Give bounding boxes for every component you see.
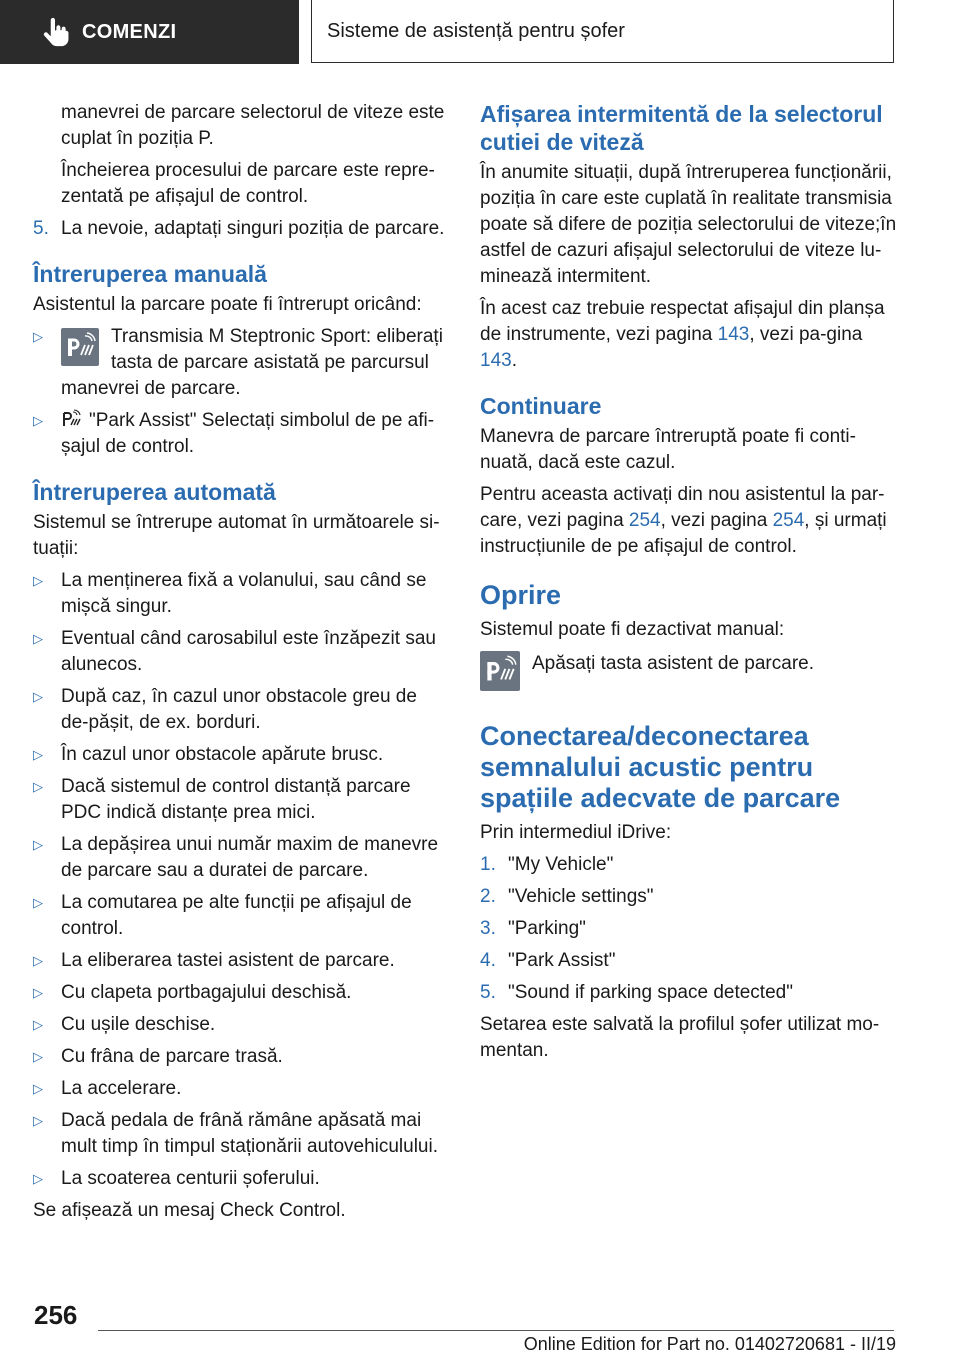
- park-assist-button-icon: [61, 328, 99, 366]
- list-item-text: Cu frâna de parcare trasă.: [61, 1046, 283, 1067]
- heading-sound-signal: Conectarea/deconectarea semnalului acustic pentru spațiile adecvate de parcare: [480, 721, 841, 813]
- list-item: [33, 684, 448, 736]
- paragraph: Prin intermediul iDrive:: [480, 822, 672, 843]
- list-item: [33, 324, 448, 402]
- numbered-step: [480, 852, 898, 878]
- page-link-254[interactable]: 254: [772, 510, 805, 531]
- chapter-tab[interactable]: [0, 0, 299, 64]
- triangle-bullet-icon: ▷: [33, 953, 43, 968]
- chapter-tab-label: COMENZI: [82, 20, 177, 43]
- list-item-text: La eliberarea tastei asistent de parcare.: [61, 950, 395, 971]
- list-item-text: La scoaterea centurii șoferului.: [61, 1168, 320, 1189]
- paragraph: Manevra de parcare întreruptă poate fi conti-nuată, dacă este cazul.: [480, 426, 856, 473]
- list-item-text: La menținerea fixă a volanului, sau când se mișcă singur.: [61, 570, 427, 617]
- triangle-bullet-icon: ▷: [33, 689, 43, 704]
- page-link-143[interactable]: 143: [480, 350, 512, 371]
- list-item-text: Cu clapeta portbagajului deschisă.: [61, 982, 352, 1003]
- list-item: [33, 1044, 448, 1070]
- text-run: .: [511, 350, 517, 371]
- paragraph: [480, 482, 898, 560]
- triangle-bullet-icon: ▷: [33, 631, 43, 646]
- step-text: "Sound if parking space detected": [508, 982, 793, 1003]
- step-number: 3.: [480, 918, 496, 939]
- list-item: [33, 408, 448, 460]
- page-number: 256: [34, 1300, 78, 1330]
- text-run: Pentru aceasta activați din nou asistentul la par-care, vezi pagina: [480, 484, 885, 531]
- step-text: La nevoie, adaptați singuri poziția de parcare.: [61, 218, 445, 239]
- right-column: [480, 100, 898, 1070]
- park-assist-button-icon: [480, 651, 520, 691]
- paragraph: Se afișează un mesaj Check Control.: [33, 1200, 346, 1221]
- triangle-bullet-icon: ▷: [33, 1049, 43, 1064]
- idrive-steps-list: [480, 852, 898, 1006]
- triangle-bullet-icon: ▷: [33, 1081, 43, 1096]
- list-item: [33, 948, 448, 974]
- list-item: [33, 1166, 448, 1192]
- paragraph: Încheierea procesului de parcare este repre-zentată pe afișajul de control.: [61, 160, 435, 207]
- footer-divider: [98, 1330, 894, 1331]
- list-item-text: Dacă pedala de frână rămâne apăsată mai mult timp în timpul staționării autovehiculului.: [61, 1110, 439, 1157]
- step-text: "Park Assist": [508, 950, 616, 971]
- heading-manual-interruption: Întreruperea manuală: [33, 261, 267, 287]
- list-item-text: "Park Assist" Selectați simbolul de pe afi-șajul de control.: [61, 410, 435, 457]
- instruction-text: Apăsați tasta asistent de parcare.: [532, 653, 814, 674]
- step-number: 2.: [480, 886, 496, 907]
- list-item: [33, 1108, 448, 1160]
- step-number: 1.: [480, 854, 496, 875]
- triangle-bullet-icon: ▷: [33, 837, 43, 852]
- numbered-step: [480, 916, 898, 942]
- list-item: [33, 1076, 448, 1102]
- park-assist-symbol-icon: [61, 409, 83, 429]
- list-item: [33, 980, 448, 1006]
- numbered-step: [480, 884, 898, 910]
- numbered-step: [33, 216, 448, 242]
- heading-flashing-display: Afișarea intermitentă de la selectorul cutiei de viteză: [480, 101, 883, 155]
- list-item-text: La comutarea pe alte funcții pe afișajul de control.: [61, 892, 412, 939]
- list-item: [33, 1012, 448, 1038]
- triangle-bullet-icon: ▷: [33, 329, 43, 344]
- paragraph: Sistemul se întrerupe automat în următoarele si-tuații:: [33, 512, 440, 559]
- auto-interruption-list: [33, 568, 448, 1192]
- list-item: [33, 568, 448, 620]
- step-number: 5.: [33, 218, 49, 239]
- paragraph: Setarea este salvată la profilul șofer utilizat mo-mentan.: [480, 1014, 880, 1061]
- section-title: Sisteme de asistență pentru șofer: [311, 0, 894, 63]
- list-item-text: La accelerare.: [61, 1078, 182, 1099]
- step-number: 4.: [480, 950, 496, 971]
- text-run: , vezi pa-gina: [749, 324, 863, 345]
- triangle-bullet-icon: ▷: [33, 985, 43, 1000]
- list-item-text: După caz, în cazul unor obstacole greu de de-pășit, de ex. borduri.: [61, 686, 417, 733]
- hand-pointer-icon: [38, 15, 72, 49]
- step-text: "My Vehicle": [508, 854, 614, 875]
- text-run: , și urmați instrucțiunile de pe afișajul de control.: [480, 510, 887, 557]
- list-item-text: În cazul unor obstacole apărute brusc.: [61, 744, 384, 765]
- list-item: [33, 832, 448, 884]
- triangle-bullet-icon: ▷: [33, 895, 43, 910]
- triangle-bullet-icon: ▷: [33, 747, 43, 762]
- triangle-bullet-icon: ▷: [33, 413, 43, 428]
- triangle-bullet-icon: ▷: [33, 1017, 43, 1032]
- heading-stop: Oprire: [480, 580, 562, 610]
- heading-automatic-interruption: Întreruperea automată: [33, 479, 276, 505]
- paragraph: manevrei de parcare selectorul de viteze este cuplat în poziția P.: [61, 102, 445, 149]
- list-item: [33, 774, 448, 826]
- paragraph: În anumite situații, după întreruperea funcționării, poziția în care este cuplată în realitate transmisia poate să difere de poziția selectorului de viteze;în astfel de cazuri afișajul selectorului de viteze lu-minează intermitent.: [480, 162, 897, 287]
- paragraph: Asistentul la parcare poate fi întrerupt oricând:: [33, 294, 422, 315]
- triangle-bullet-icon: ▷: [33, 1113, 43, 1128]
- stop-instruction: [480, 651, 898, 695]
- list-item-text: La depășirea unui număr maxim de manevre de parcare sau a duratei de parcare.: [61, 834, 439, 881]
- list-item-text: Transmisia M Steptronic Sport: eliberați tasta de parcare asistată pe parcursul manevrei de parcare.: [61, 326, 443, 399]
- step-number: 5.: [480, 982, 496, 1003]
- triangle-bullet-icon: ▷: [33, 573, 43, 588]
- page-link-143[interactable]: 143: [717, 324, 750, 345]
- numbered-step: [480, 948, 898, 974]
- text-run: În acest caz trebuie respectat afișajul din planșa de instrumente, vezi pagina: [480, 298, 885, 345]
- step-text: "Parking": [508, 918, 586, 939]
- heading-continue: Continuare: [480, 393, 602, 419]
- triangle-bullet-icon: ▷: [33, 1171, 43, 1186]
- paragraph: [480, 296, 898, 374]
- page-header: [0, 0, 960, 66]
- numbered-step: [480, 980, 898, 1006]
- step-text: "Vehicle settings": [508, 886, 654, 907]
- list-item: [33, 890, 448, 942]
- list-item-text: Dacă sistemul de control distanță parcare PDC indică distanțe prea mici.: [61, 776, 411, 823]
- list-item: [33, 626, 448, 678]
- list-item-text: Cu ușile deschise.: [61, 1014, 216, 1035]
- triangle-bullet-icon: ▷: [33, 779, 43, 794]
- paragraph: Sistemul poate fi dezactivat manual:: [480, 619, 785, 640]
- list-item-text: Eventual când carosabilul este înzăpezit sau alunecos.: [61, 628, 436, 675]
- list-item: [33, 742, 448, 768]
- text-run: , vezi pagina: [660, 510, 773, 531]
- page-link-254[interactable]: 254: [628, 510, 661, 531]
- left-column: [33, 100, 448, 1230]
- footer-edition: Online Edition for Part no. 01402720681 - II/19: [523, 1334, 896, 1354]
